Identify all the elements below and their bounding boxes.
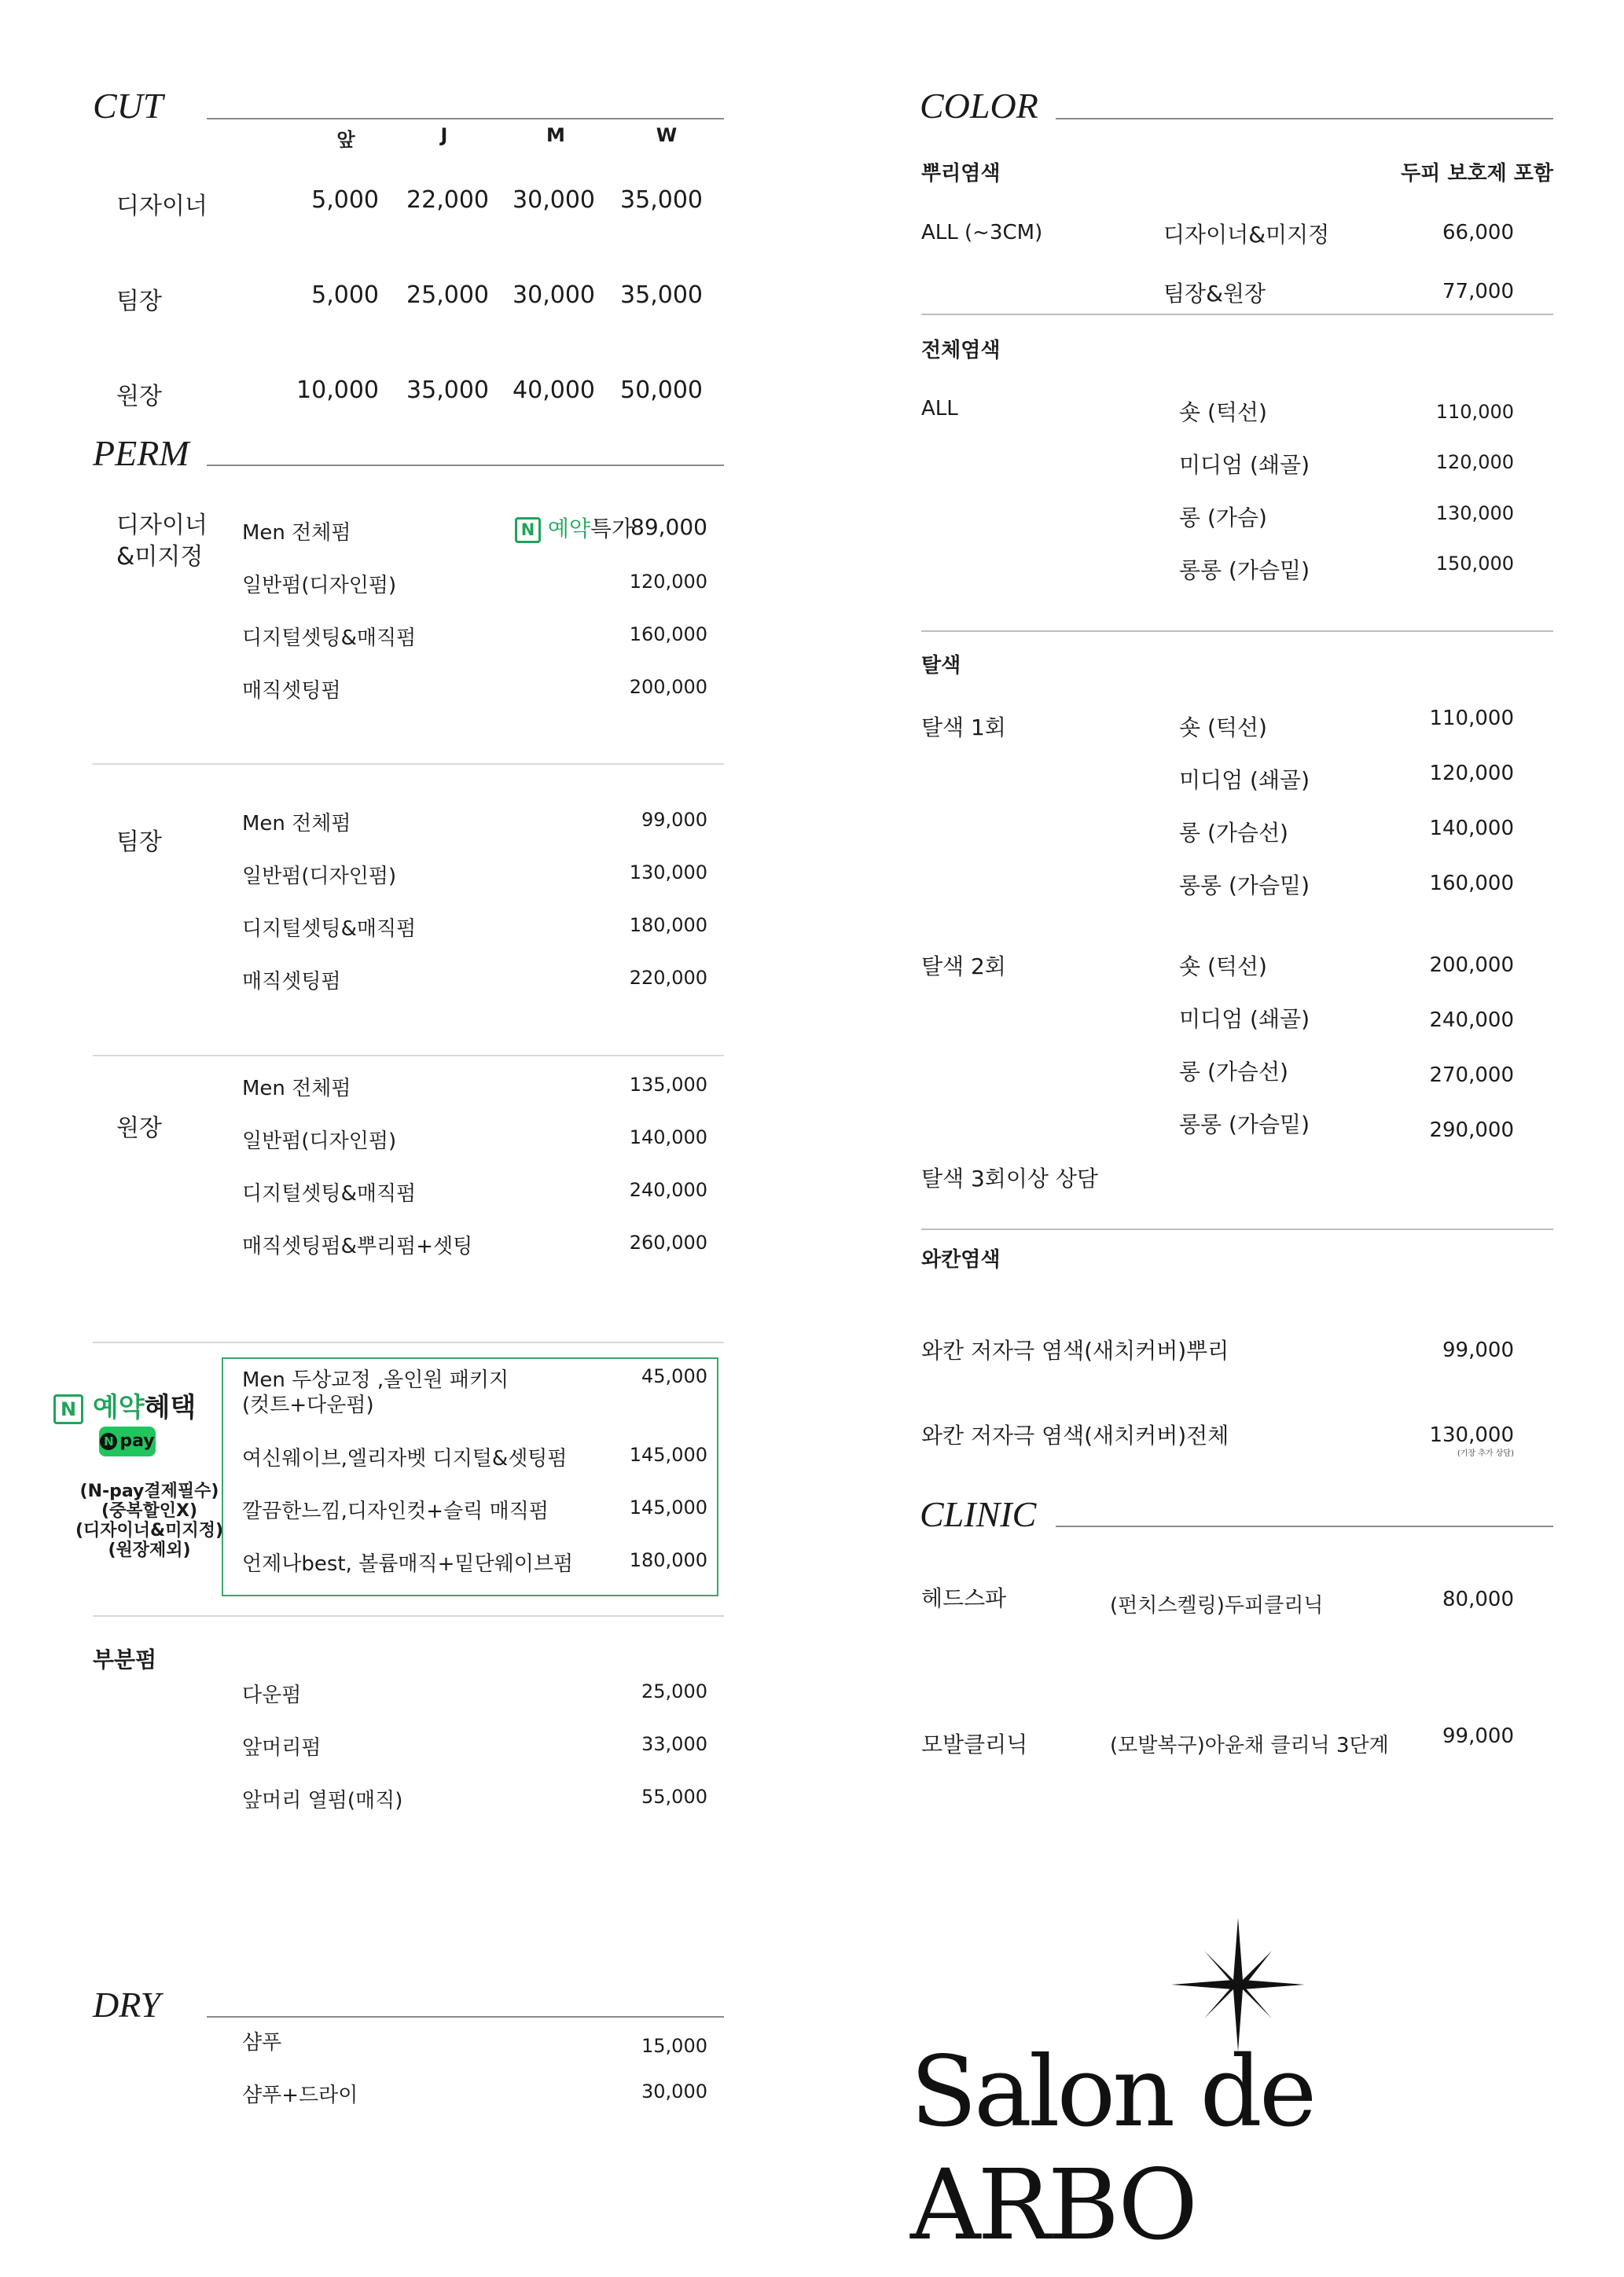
- cut-price: 5,000: [311, 186, 379, 214]
- wacan-title: 와칸염색: [921, 1248, 1001, 1272]
- four-point-star-icon: [1171, 1918, 1305, 2051]
- bleach-length: 숏 (턱선): [1179, 953, 1267, 979]
- full-dye-price: 130,000: [1435, 502, 1514, 524]
- benefit-header: [53, 1386, 196, 1424]
- perm-item-price: 260,000: [629, 1232, 707, 1254]
- perm-rule: [207, 465, 724, 466]
- full-dye-range: ALL: [921, 397, 958, 421]
- bleach-price: 120,000: [1429, 762, 1514, 785]
- benefit-note: (디자이너&미지정): [75, 1521, 224, 1541]
- color-divider: [921, 314, 1553, 315]
- perm-item-price: 160,000: [629, 623, 707, 645]
- naver-n-icon: N: [515, 517, 541, 543]
- npay-n-icon: N: [100, 1433, 117, 1450]
- perm-item-price: 200,000: [629, 676, 707, 698]
- perm-divider: [93, 1055, 724, 1056]
- full-dye-price: 150,000: [1435, 553, 1514, 575]
- perm-group-label: 디자이너: [116, 512, 208, 539]
- perm-group-label: 팀장: [116, 828, 162, 856]
- clinic-item-desc: (모발복구)아윤채 클리닉 3단계: [1110, 1734, 1389, 1757]
- benefit-item-price: 180,000: [629, 1549, 707, 1571]
- benefit-item-name: (컷트+다운펌): [242, 1394, 374, 1417]
- benefit-note: (원장제외): [108, 1541, 191, 1560]
- perm-item-price: 220,000: [629, 967, 707, 989]
- perm-item-price: 140,000: [629, 1126, 707, 1148]
- cut-price: 5,000: [311, 281, 379, 309]
- bleach-price: 160,000: [1429, 872, 1514, 895]
- perm-item-name: 일반펌(디자인펌): [242, 865, 397, 888]
- color-rule: [1056, 118, 1553, 119]
- perm-item-price: 130,000: [629, 861, 707, 883]
- color-divider: [921, 630, 1553, 632]
- bleach-length: 숏 (턱선): [1179, 714, 1267, 740]
- root-dye-price: 66,000: [1442, 221, 1514, 244]
- full-dye-length: 미디엄 (쇄골): [1179, 452, 1310, 478]
- bleach-length: 미디엄 (쇄골): [1179, 767, 1310, 793]
- cut-title: CUT: [93, 86, 164, 126]
- cut-price: 35,000: [406, 376, 489, 404]
- perm-item-name: 매직셋팅펌: [242, 970, 341, 993]
- full-dye-length: 숏 (턱선): [1179, 399, 1267, 425]
- wacan-item-price: 130,000: [1429, 1423, 1514, 1447]
- perm-item-price: 89,000: [630, 514, 707, 540]
- cut-header-m: M: [546, 124, 565, 146]
- bleach-price: 140,000: [1429, 817, 1514, 840]
- clinic-item-desc: (펀치스켈링)두피클리닉: [1110, 1594, 1324, 1618]
- wacan-item-note: (기장 추가 상담): [1457, 1449, 1514, 1458]
- perm-item-name: 일반펌(디자인펌): [242, 574, 397, 597]
- npay-label: pay: [119, 1431, 155, 1451]
- cut-price: 30,000: [513, 281, 595, 309]
- cut-header-w: W: [656, 124, 678, 146]
- clinic-title: CLINIC: [920, 1494, 1037, 1534]
- root-dye-price: 77,000: [1442, 280, 1514, 303]
- full-dye-price: 110,000: [1435, 401, 1514, 423]
- bleach-length: 롱 (가슴선): [1179, 820, 1288, 846]
- full-dye-title: 전체염색: [921, 339, 1001, 362]
- cut-row-label: 팀장: [116, 288, 162, 315]
- perm-item-name: 일반펌(디자인펌): [242, 1129, 397, 1153]
- perm-group-label: 원장: [116, 1115, 162, 1142]
- perm-item-price: 135,000: [629, 1074, 707, 1096]
- full-dye-length: 롱 (가슴): [1179, 505, 1267, 531]
- cut-row-label: 원장: [116, 383, 162, 410]
- benefit-item-price: 145,000: [629, 1497, 707, 1519]
- perm-item-price: 120,000: [629, 571, 707, 593]
- root-dye-who: 디자이너&미지정: [1163, 222, 1330, 248]
- perm-item-name: Men 전체펌: [242, 1077, 351, 1100]
- perm-item-name: 디지털셋팅&매직펌: [242, 626, 417, 650]
- root-dye-range: ALL (~3CM): [921, 221, 1043, 244]
- benefit-note: (중복할인X): [101, 1501, 198, 1521]
- partial-item-price: 55,000: [641, 1786, 707, 1808]
- dry-item-name: 샴푸: [242, 2031, 282, 2055]
- clinic-item-name: 모발클리닉: [921, 1732, 1028, 1757]
- salon-logo: Salon de ARBO: [910, 2036, 1314, 2262]
- dry-item-name: 샴푸+드라이: [242, 2084, 358, 2107]
- perm-title: PERM: [93, 433, 189, 473]
- benefit-item-name: 여신웨이브,엘리자벳 디지털&셋팅펌: [242, 1447, 568, 1471]
- badge-special: 특가: [590, 516, 634, 542]
- benefit-item-price: 145,000: [629, 1444, 707, 1466]
- full-dye-price: 120,000: [1435, 451, 1514, 473]
- bleach-once-label: 탈색 1회: [921, 714, 1006, 740]
- cut-header-j: J: [440, 124, 448, 146]
- naver-n-icon: N: [53, 1394, 83, 1424]
- perm-item-name: 디지털셋팅&매직펌: [242, 1182, 417, 1206]
- cut-price: 40,000: [513, 376, 595, 404]
- bleach-length: 미디엄 (쇄골): [1179, 1006, 1310, 1032]
- clinic-rule: [1056, 1526, 1553, 1527]
- bleach-title: 탈색: [921, 654, 961, 678]
- perm-item-price: 240,000: [629, 1179, 707, 1201]
- perm-divider: [93, 1342, 724, 1343]
- partial-item-price: 25,000: [641, 1680, 707, 1702]
- perm-divider: [93, 763, 724, 765]
- cut-row-label: 디자이너: [116, 193, 208, 220]
- perm-item-name: 매직셋팅펌&뿌리펌+셋팅: [242, 1235, 473, 1258]
- bleach-twice-label: 탈색 2회: [921, 953, 1006, 979]
- partial-item-price: 33,000: [641, 1733, 707, 1755]
- partial-item-name: 앞머리펌: [242, 1736, 321, 1760]
- bleach-consult: 탈색 3회이상 상담: [921, 1166, 1098, 1192]
- cut-price: 30,000: [513, 186, 595, 214]
- benefit-item-name: Men 두상교정 ,올인원 패키지: [242, 1368, 509, 1392]
- benefit-reserve: 예약: [92, 1392, 145, 1423]
- cut-price: 10,000: [296, 376, 379, 404]
- cut-price: 50,000: [620, 376, 703, 404]
- perm-item-name: Men 전체펌: [242, 812, 351, 836]
- perm-group-label: &미지정: [116, 543, 204, 571]
- bleach-length: 롱롱 (가슴밑): [1179, 1111, 1310, 1137]
- dry-title: DRY: [93, 1985, 161, 2025]
- partial-item-name: 앞머리 열펌(매직): [242, 1789, 403, 1812]
- benefit-item-price: 45,000: [641, 1365, 707, 1387]
- color-title: COLOR: [920, 86, 1038, 126]
- cut-price: 22,000: [406, 186, 489, 214]
- perm-item-name: 매직셋팅펌: [242, 679, 341, 703]
- bleach-length: 롱 (가슴선): [1179, 1059, 1288, 1085]
- root-dye-note: 두피 보호제 포함: [1401, 162, 1553, 185]
- benefit-item-name: 언제나best, 볼륨매직+밑단웨이브펌: [242, 1552, 574, 1576]
- benefit-item-name: 깔끔한느낌,디자인컷+슬릭 매직펌: [242, 1500, 549, 1523]
- bleach-length: 롱롱 (가슴밑): [1179, 872, 1310, 898]
- clinic-item-price: 80,000: [1442, 1588, 1514, 1611]
- dry-item-price: 30,000: [641, 2081, 707, 2103]
- cut-rule: [207, 118, 724, 119]
- bleach-price: 240,000: [1429, 1008, 1514, 1032]
- bleach-price: 200,000: [1429, 953, 1514, 977]
- clinic-item-price: 99,000: [1442, 1724, 1514, 1748]
- bleach-price: 110,000: [1429, 707, 1514, 730]
- benefit-note: (N-pay결제필수): [79, 1482, 219, 1501]
- wacan-item-price: 99,000: [1442, 1339, 1514, 1362]
- cut-price: 35,000: [620, 281, 703, 309]
- partial-item-name: 다운펌: [242, 1684, 302, 1707]
- bleach-price: 290,000: [1429, 1118, 1514, 1142]
- perm-item-name: Men 전체펌: [242, 521, 351, 545]
- dry-item-price: 15,000: [641, 2035, 707, 2057]
- badge-reserve: 예약: [547, 516, 591, 542]
- perm-item-price: 99,000: [641, 809, 707, 831]
- color-divider: [921, 1228, 1553, 1230]
- benefit-label: 혜택: [144, 1392, 197, 1423]
- clinic-item-name: 헤드스파: [921, 1585, 1007, 1611]
- cut-price: 35,000: [620, 186, 703, 214]
- perm-item-price: 180,000: [629, 914, 707, 936]
- cut-price: 25,000: [406, 281, 489, 309]
- wacan-item-name: 와칸 저자극 염색(새치커버)뿌리: [921, 1338, 1229, 1364]
- npay-badge: [99, 1427, 156, 1456]
- cut-header-front: 앞: [336, 129, 355, 151]
- full-dye-length: 롱롱 (가슴밑): [1179, 557, 1310, 583]
- bleach-price: 270,000: [1429, 1063, 1514, 1087]
- dry-rule: [207, 2016, 724, 2018]
- wacan-item-name: 와칸 저자극 염색(새치커버)전체: [921, 1423, 1229, 1449]
- partial-perm-title: 부분펌: [93, 1647, 157, 1673]
- root-dye-who: 팀장&원장: [1163, 281, 1266, 307]
- perm-divider: [93, 1615, 724, 1617]
- root-dye-title: 뿌리염색: [921, 162, 1001, 185]
- perm-item-name: 디지털셋팅&매직펌: [242, 917, 417, 941]
